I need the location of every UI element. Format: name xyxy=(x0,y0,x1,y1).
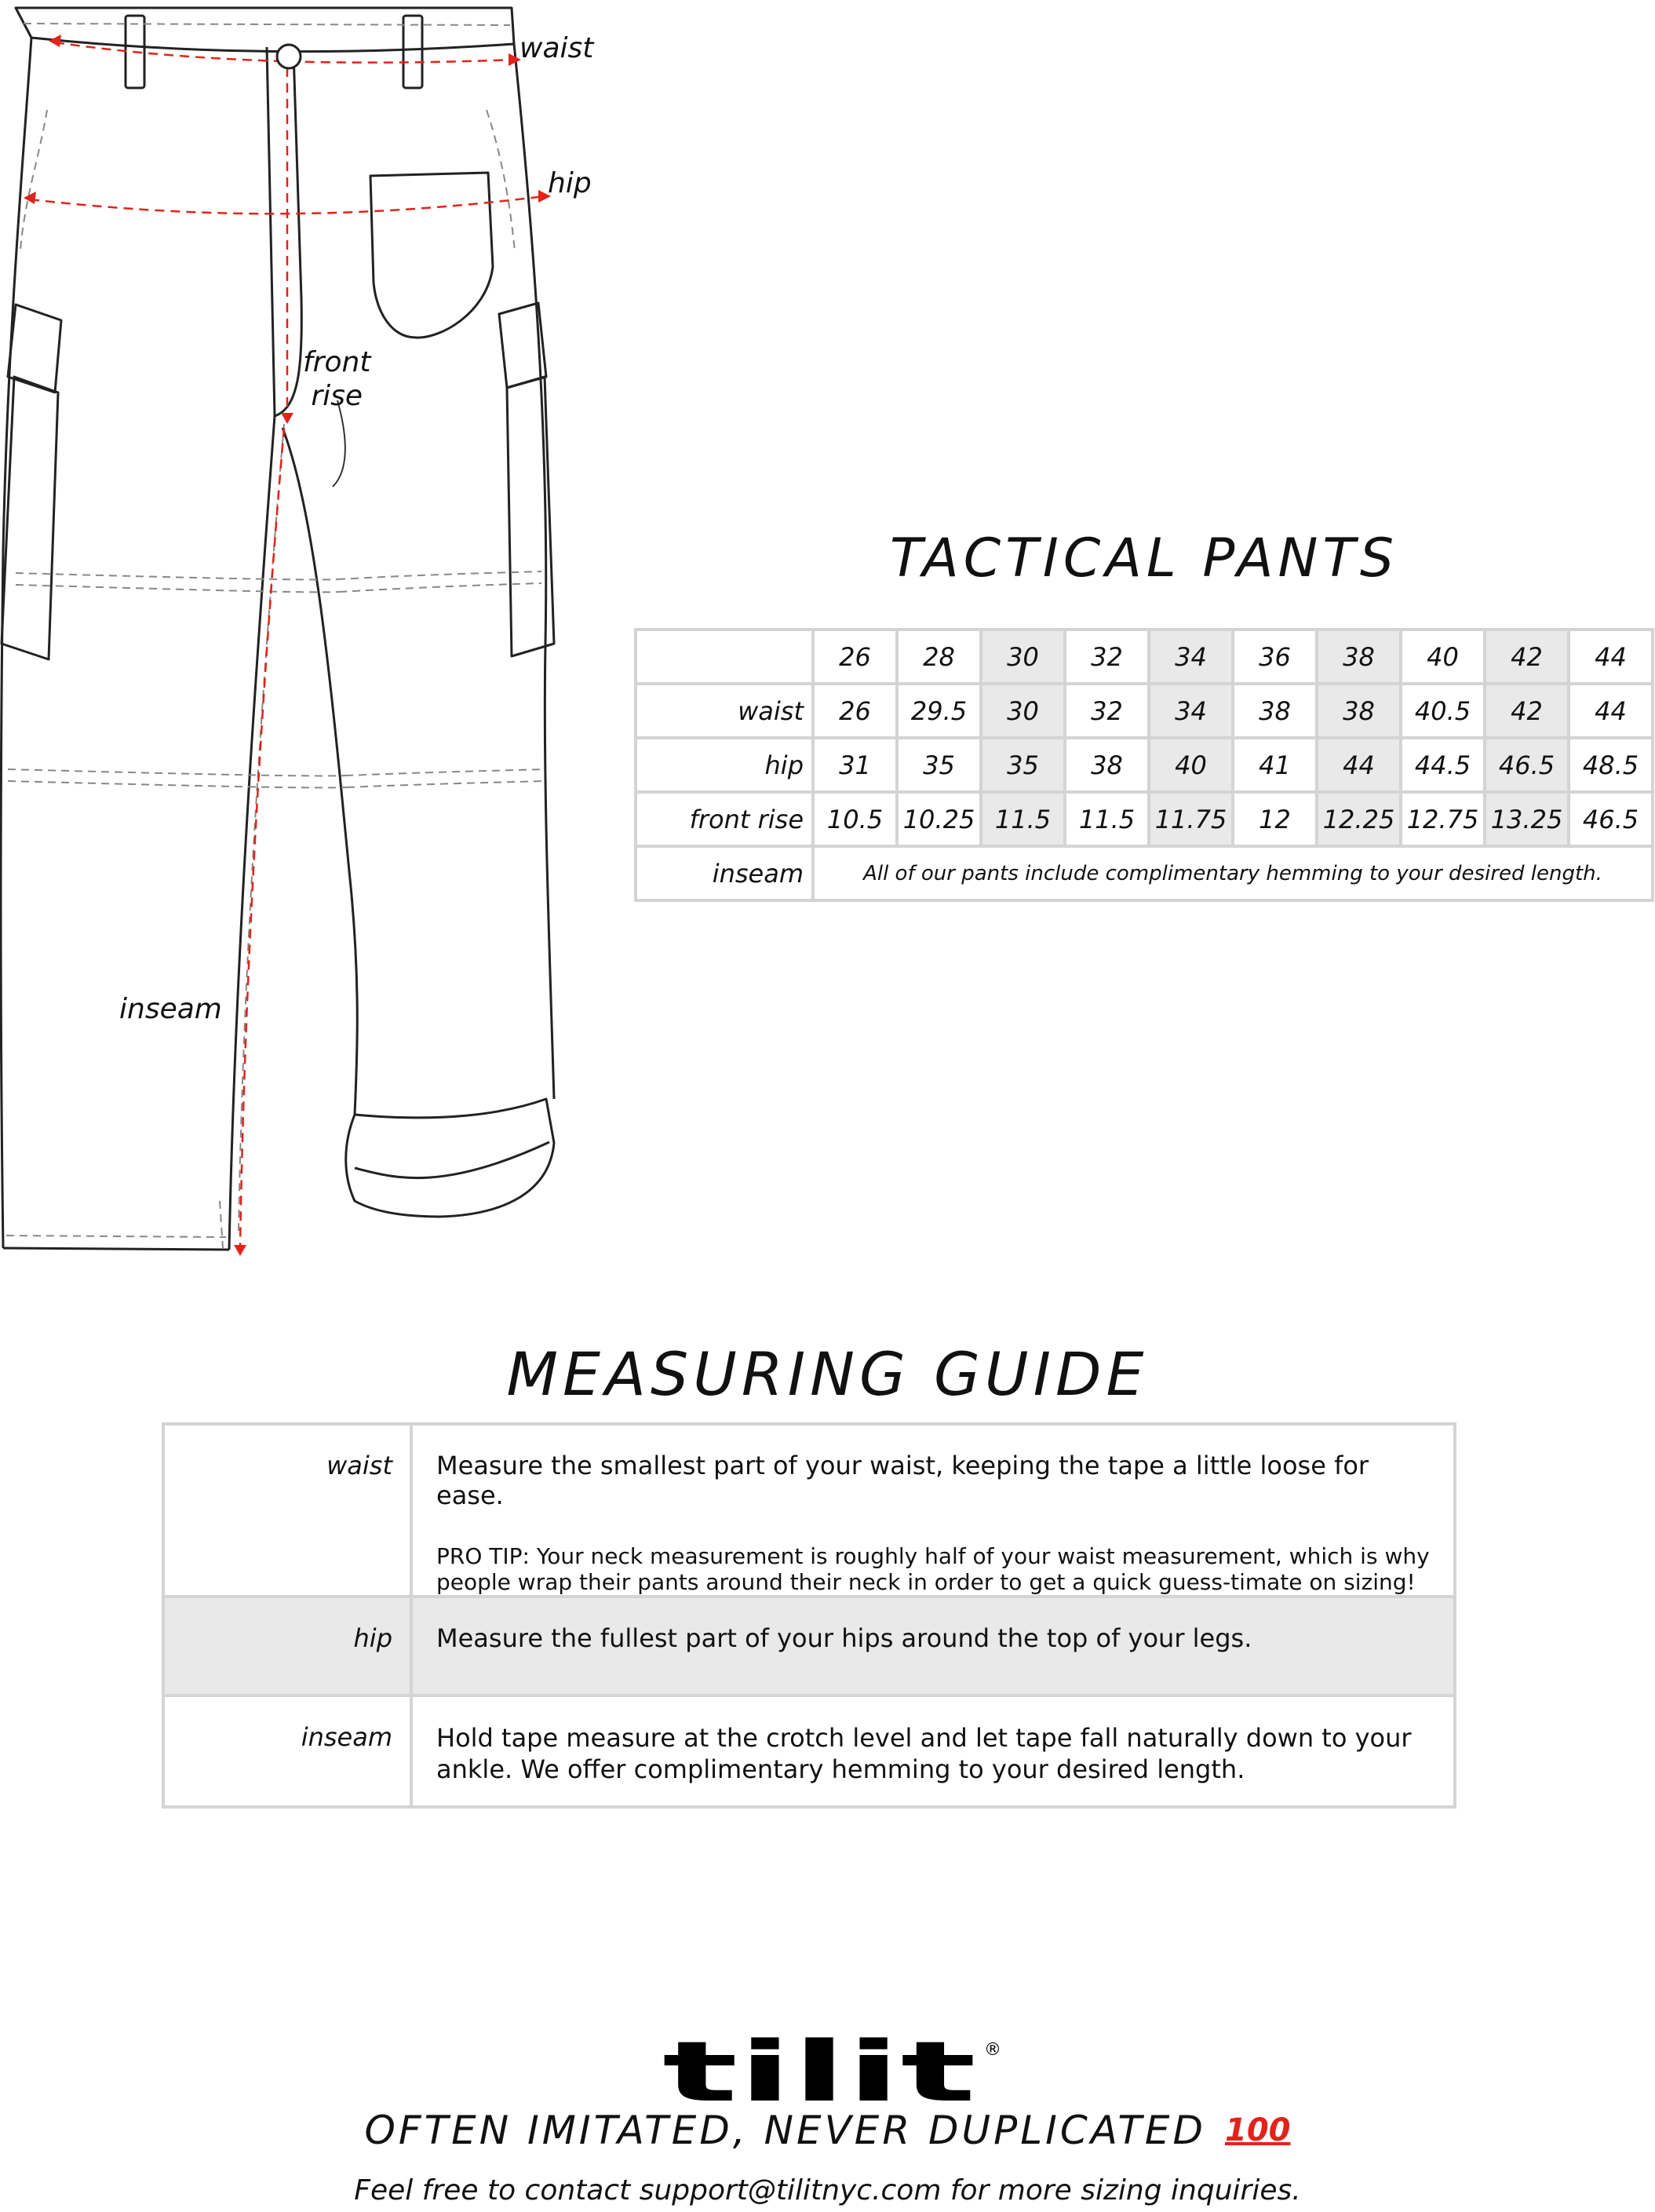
row-label: waist xyxy=(636,684,813,738)
guide-row-inseam xyxy=(163,1696,1455,1807)
guide-label: hip xyxy=(163,1597,411,1696)
size-cell: 11.5 xyxy=(1065,792,1149,846)
measuring-guide-title: MEASURING GUIDE xyxy=(506,1339,1149,1409)
size-cell: 38 xyxy=(1065,738,1149,792)
guide-description xyxy=(411,1597,1455,1696)
size-cell: 31 xyxy=(813,738,897,792)
size-cell: 13.25 xyxy=(1485,792,1569,846)
size-header-cell: 26 xyxy=(813,630,897,684)
tagline xyxy=(0,2108,1655,2153)
size-chart-table xyxy=(634,628,1654,902)
size-cell: 32 xyxy=(1065,684,1149,738)
size-cell: 10.5 xyxy=(813,792,897,846)
pro-tip xyxy=(436,1543,1430,1595)
size-row-inseam xyxy=(636,846,1653,900)
guide-label: inseam xyxy=(163,1696,411,1807)
size-header-cell: 44 xyxy=(1569,630,1653,684)
front-rise-line1: front xyxy=(303,346,371,378)
size-cell: 42 xyxy=(1485,684,1569,738)
contact-line: Feel free to contact support@tilitnyc.com for more sizing inquiries. xyxy=(354,2174,1301,2207)
pants-stitching xyxy=(6,24,545,1248)
size-cell: 46.5 xyxy=(1569,792,1653,846)
size-cell: 12 xyxy=(1233,792,1317,846)
size-cell: 12.75 xyxy=(1401,792,1485,846)
tagline-text: OFTEN IMITATED, NEVER DUPLICATED xyxy=(364,2108,1206,2153)
size-cell: 35 xyxy=(981,738,1065,792)
size-header-row xyxy=(636,630,1653,684)
size-cell: 40.5 xyxy=(1401,684,1485,738)
size-header-cell: 42 xyxy=(1485,630,1569,684)
guide-row-hip xyxy=(163,1597,1455,1696)
pants-diagram xyxy=(0,0,604,1272)
tilit-logo xyxy=(662,2035,1008,2107)
size-row-waist xyxy=(636,684,1653,738)
waist-button xyxy=(277,45,301,68)
size-header-cell: 30 xyxy=(981,630,1065,684)
size-cell: 29.5 xyxy=(897,684,981,738)
guide-text-line: Hold tape measure at the crotch level and let tape fall naturally down to your xyxy=(436,1723,1412,1754)
diagram-label-front-rise xyxy=(303,345,370,413)
pants-outline xyxy=(1,8,554,1250)
row-label: front rise xyxy=(636,792,813,846)
size-cell: 10.25 xyxy=(897,792,981,846)
guide-text-line: ankle. We offer complimentary hemming to your desired length. xyxy=(436,1754,1245,1785)
size-row-front-rise xyxy=(636,792,1653,846)
label-leaders xyxy=(333,49,518,487)
front-rise-line2: rise xyxy=(311,380,363,413)
diagram-label-hip: hip xyxy=(548,167,592,199)
size-cell: 34 xyxy=(1149,684,1233,738)
size-cell: 46.5 xyxy=(1485,738,1569,792)
size-header-cell: 40 xyxy=(1401,630,1485,684)
row-label: hip xyxy=(636,738,813,792)
guide-row-waist xyxy=(163,1424,1455,1597)
size-cell: 26 xyxy=(813,684,897,738)
row-label: inseam xyxy=(636,846,813,900)
size-cell: 11.75 xyxy=(1149,792,1233,846)
guide-text: Measure the smallest part of your waist, keeping the tape a little loose for ease. xyxy=(436,1451,1369,1510)
hundred-emoji-icon: 100 xyxy=(1225,2112,1291,2148)
size-row-hip xyxy=(636,738,1653,792)
size-cell: 30 xyxy=(981,684,1065,738)
logo-wordmark: tilit xyxy=(662,2035,976,2107)
size-cell: 41 xyxy=(1233,738,1317,792)
measuring-guide-table xyxy=(162,1422,1456,1809)
diagram-label-waist: waist xyxy=(519,32,594,64)
size-cell: 12.25 xyxy=(1317,792,1401,846)
size-header-cell: 36 xyxy=(1233,630,1317,684)
size-cell: 48.5 xyxy=(1569,738,1653,792)
guide-description xyxy=(411,1696,1455,1807)
guide-label: waist xyxy=(163,1424,411,1597)
diagram-label-inseam: inseam xyxy=(119,993,222,1025)
size-cell: 38 xyxy=(1233,684,1317,738)
size-header-cell: 38 xyxy=(1317,630,1401,684)
guide-description xyxy=(411,1424,1455,1597)
size-cell: 38 xyxy=(1317,684,1401,738)
size-cell: 11.5 xyxy=(981,792,1065,846)
inseam-note: All of our pants include complimentary hemming to your desired length. xyxy=(813,846,1653,900)
size-cell: 44 xyxy=(1569,684,1653,738)
size-cell: 40 xyxy=(1149,738,1233,792)
size-cell: 35 xyxy=(897,738,981,792)
pro-tip-line: PRO TIP: Your neck measurement is roughly half of your waist measurement, which is why xyxy=(436,1543,1430,1569)
pro-tip-line: people wrap their pants around their neck in order to get a quick guess-timate on sizing! xyxy=(436,1569,1416,1596)
guide-text: Measure the fullest part of your hips around the top of your legs. xyxy=(436,1623,1252,1654)
size-header-corner xyxy=(636,630,813,684)
size-header-cell: 32 xyxy=(1065,630,1149,684)
measurement-lines xyxy=(30,42,545,1248)
size-cell: 44 xyxy=(1317,738,1401,792)
size-header-cell: 34 xyxy=(1149,630,1233,684)
size-header-cell: 28 xyxy=(897,630,981,684)
size-cell: 44.5 xyxy=(1401,738,1485,792)
size-chart-title: TACTICAL PANTS xyxy=(889,527,1399,590)
registered-mark: ® xyxy=(984,2040,1001,2060)
